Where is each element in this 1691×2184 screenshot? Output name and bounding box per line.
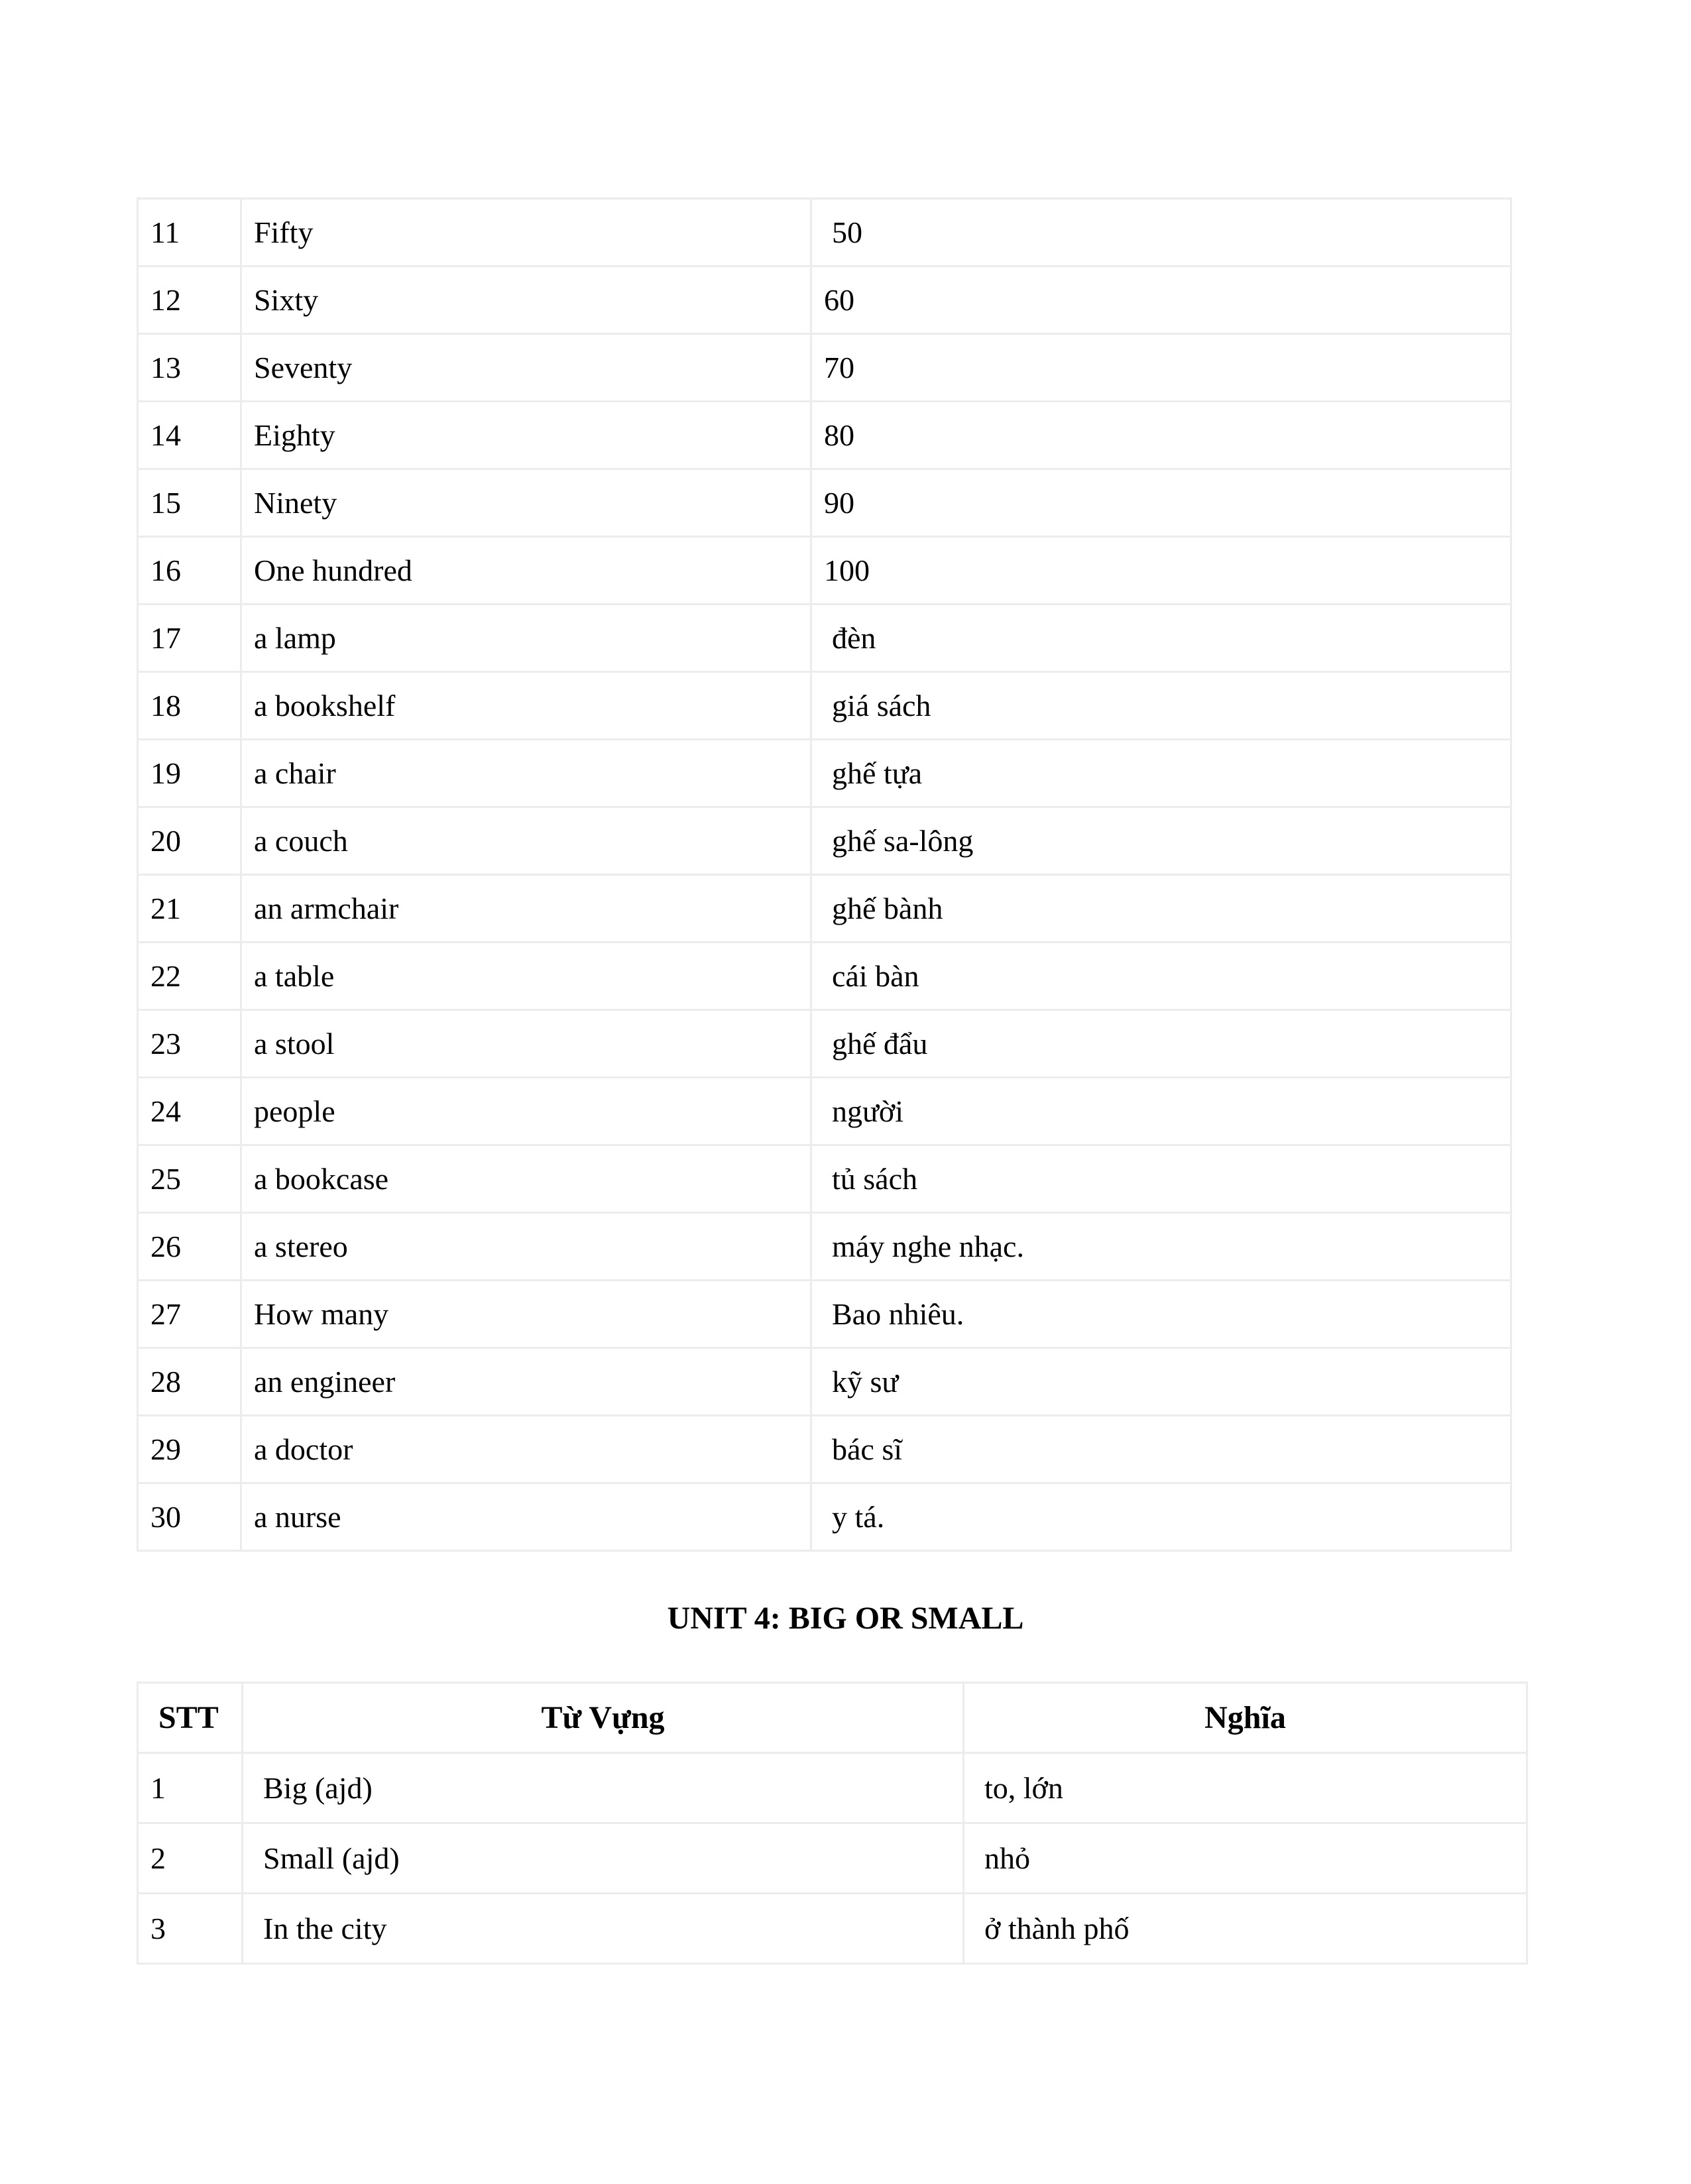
vocab-table-numbers-furniture (137, 198, 1512, 1552)
vocab-meaning: to, lớn (964, 1753, 1527, 1823)
row-number: 26 (138, 1213, 241, 1281)
vocab-word: In the city (243, 1894, 964, 1964)
row-number: 28 (138, 1348, 241, 1416)
row-number: 30 (138, 1483, 241, 1551)
row-number: 12 (138, 266, 241, 334)
vocab-word: a lamp (241, 604, 811, 672)
vocab-meaning: bác sĩ (811, 1416, 1511, 1483)
row-number: 29 (138, 1416, 241, 1483)
vocab-meaning: đèn (811, 604, 1511, 672)
table-row (138, 740, 1511, 807)
table-row (138, 469, 1511, 537)
vocab-meaning: tủ sách (811, 1145, 1511, 1213)
vocab-word: Fifty (241, 199, 811, 266)
row-number: 13 (138, 334, 241, 402)
table-row (138, 1213, 1511, 1281)
vocab-meaning: 100 (811, 537, 1511, 604)
table-row (138, 1753, 1527, 1823)
row-number: 15 (138, 469, 241, 537)
vocab-word: Big (ajd) (243, 1753, 964, 1823)
table-row (138, 1078, 1511, 1145)
vocab-word: Eighty (241, 402, 811, 469)
vocab-word: a stool (241, 1010, 811, 1078)
vocab-word: a nurse (241, 1483, 811, 1551)
vocab-word: a table (241, 943, 811, 1010)
vocab-meaning: cái bàn (811, 943, 1511, 1010)
vocab-meaning: 80 (811, 402, 1511, 469)
vocab-meaning: ghế tựa (811, 740, 1511, 807)
vocab-word: people (241, 1078, 811, 1145)
vocab-meaning: ghế bành (811, 875, 1511, 943)
vocab-meaning: y tá. (811, 1483, 1511, 1551)
vocab-word: Small (ajd) (243, 1823, 964, 1894)
row-number: 17 (138, 604, 241, 672)
table-header-row (138, 1683, 1527, 1753)
vocab-meaning: 90 (811, 469, 1511, 537)
table-row (138, 807, 1511, 875)
row-number: 11 (138, 199, 241, 266)
row-number: 23 (138, 1010, 241, 1078)
vocab-meaning: ghế đẩu (811, 1010, 1511, 1078)
row-number: 16 (138, 537, 241, 604)
table-row (138, 672, 1511, 740)
vocab-meaning: kỹ sư (811, 1348, 1511, 1416)
vocab-word: a stereo (241, 1213, 811, 1281)
vocab-word: a bookcase (241, 1145, 811, 1213)
table-row (138, 1010, 1511, 1078)
vocab-meaning: máy nghe nhạc. (811, 1213, 1511, 1281)
row-number: 24 (138, 1078, 241, 1145)
vocab-meaning: ghế sa-lông (811, 807, 1511, 875)
vocab-meaning: ở thành phố (964, 1894, 1527, 1964)
column-header-vocabulary: Từ Vựng (243, 1683, 964, 1753)
table-row (138, 334, 1511, 402)
table-row (138, 1145, 1511, 1213)
table-row (138, 1483, 1511, 1551)
vocab-meaning: 70 (811, 334, 1511, 402)
table-row (138, 1281, 1511, 1348)
vocab-meaning: nhỏ (964, 1823, 1527, 1894)
row-number: 3 (138, 1894, 243, 1964)
unit-heading: UNIT 4: BIG OR SMALL (667, 1601, 1024, 1636)
vocab-word: a chair (241, 740, 811, 807)
column-header-stt: STT (138, 1683, 243, 1753)
row-number: 20 (138, 807, 241, 875)
table-row (138, 1823, 1527, 1894)
row-number: 25 (138, 1145, 241, 1213)
row-number: 21 (138, 875, 241, 943)
table-row (138, 1348, 1511, 1416)
table-row (138, 537, 1511, 604)
table-row (138, 1894, 1527, 1964)
row-number: 1 (138, 1753, 243, 1823)
vocab-table-unit4 (137, 1682, 1528, 1965)
row-number: 22 (138, 943, 241, 1010)
row-number: 14 (138, 402, 241, 469)
table-row (138, 199, 1511, 266)
vocab-meaning: 50 (811, 199, 1511, 266)
vocab-word: an engineer (241, 1348, 811, 1416)
vocab-meaning: người (811, 1078, 1511, 1145)
table-row (138, 266, 1511, 334)
vocab-word: How many (241, 1281, 811, 1348)
vocab-word: Seventy (241, 334, 811, 402)
vocab-word: an armchair (241, 875, 811, 943)
table-row (138, 402, 1511, 469)
vocab-meaning: 60 (811, 266, 1511, 334)
row-number: 2 (138, 1823, 243, 1894)
vocab-word: a couch (241, 807, 811, 875)
vocab-word: Ninety (241, 469, 811, 537)
row-number: 27 (138, 1281, 241, 1348)
column-header-meaning: Nghĩa (964, 1683, 1527, 1753)
vocab-word: a bookshelf (241, 672, 811, 740)
vocab-word: Sixty (241, 266, 811, 334)
row-number: 19 (138, 740, 241, 807)
vocab-word: a doctor (241, 1416, 811, 1483)
table-row (138, 943, 1511, 1010)
table-row (138, 1416, 1511, 1483)
row-number: 18 (138, 672, 241, 740)
table-row (138, 875, 1511, 943)
vocab-word: One hundred (241, 537, 811, 604)
vocab-meaning: giá sách (811, 672, 1511, 740)
vocab-meaning: Bao nhiêu. (811, 1281, 1511, 1348)
table-row (138, 604, 1511, 672)
